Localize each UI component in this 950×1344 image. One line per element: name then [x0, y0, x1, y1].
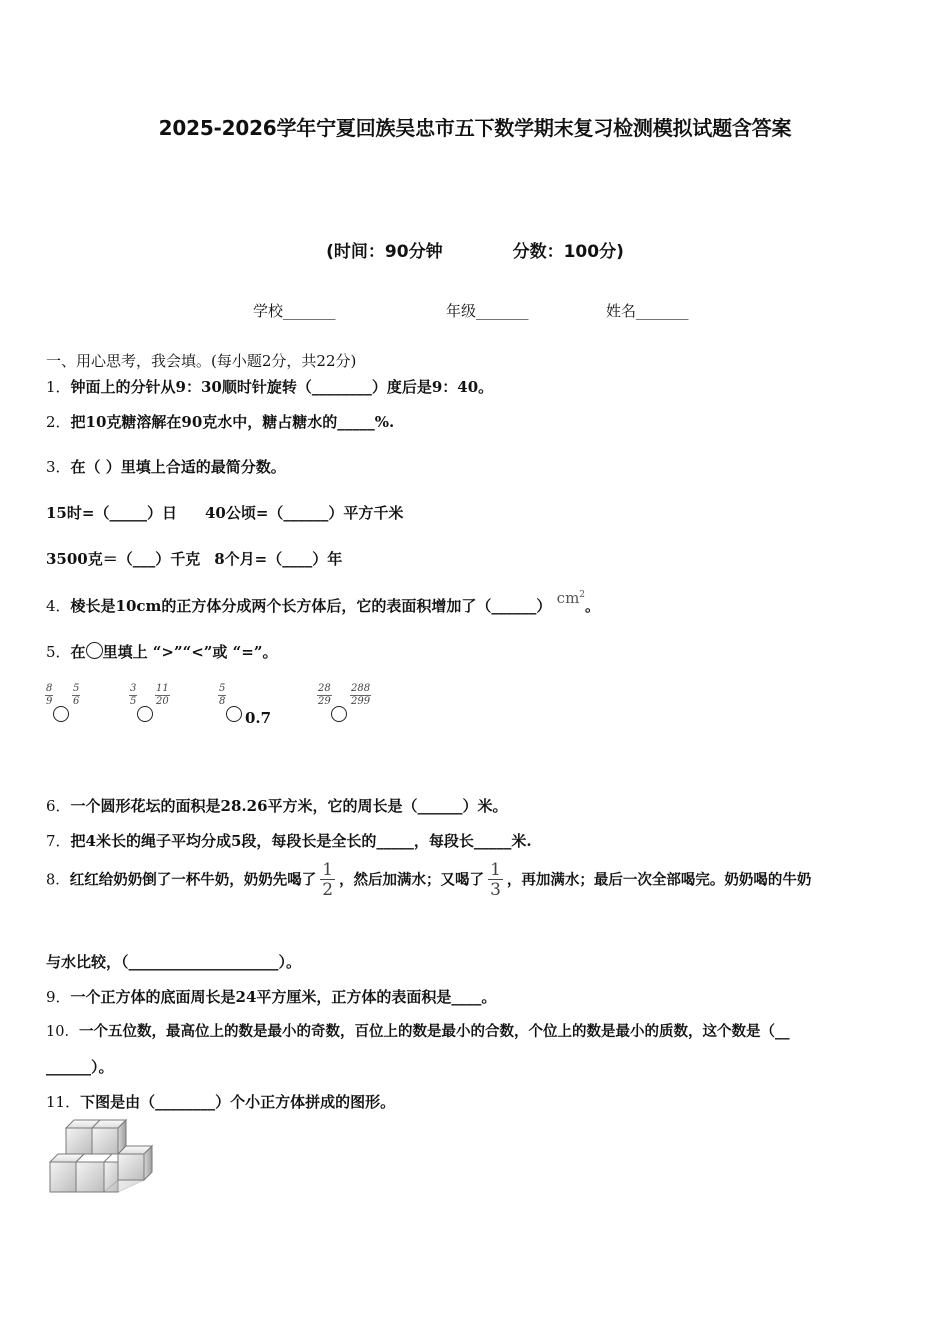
question-text: 把4米长的绳子平均分成5段，每段长是全长的_____，每段长_____米. — [70, 832, 532, 850]
question-10 — [46, 1020, 789, 1041]
question-text: 一个圆形花坛的面积是28.26平方米，它的周长是（______）米。 — [70, 797, 508, 815]
question-text: 把10克糖溶解在90克水中，糖占糖水的_____%. — [70, 413, 395, 431]
question-9 — [46, 986, 496, 1007]
circle-icon — [86, 642, 103, 659]
blank-item: 40公顷=（______）平方千米 — [204, 504, 404, 522]
cube — [92, 1128, 118, 1154]
question-text: 一个正方体的底面周长是24平方厘米，正方体的表面积是____。 — [70, 988, 497, 1006]
blank-item: 15时=（_____）日 — [46, 504, 177, 522]
fraction-third: $\frac{1}{3}$ — [490, 860, 501, 900]
question-text: 一个五位数，最高位上的数是最小的奇数，百位上的数是最小的合数，个位上的数是最小的质数，这个数是（__ — [78, 1023, 790, 1040]
fraction-right: $\frac{11}{20}$ — [156, 683, 169, 707]
fraction-left: $\frac{28}{29}$ — [318, 683, 331, 707]
question-1 — [46, 376, 493, 397]
school-field[interactable]: 学校_______ — [253, 302, 336, 320]
time-limit: (时间：90分钟 — [326, 242, 443, 262]
grade-field[interactable]: 年级_______ — [446, 302, 529, 320]
question-number: 1． — [46, 378, 71, 396]
question-11 — [46, 1091, 395, 1112]
cube — [118, 1154, 144, 1180]
question-3-line-2 — [46, 548, 342, 569]
page-title: 2025-2026学年宁夏回族吴忠市五下数学期末复习检测模拟试题含答案 — [158, 116, 792, 140]
question-number: 6． — [46, 797, 71, 815]
total-score: 分数：100分) — [512, 242, 624, 262]
question-number: 7． — [46, 832, 71, 850]
question-8: 8．红红给奶奶倒了一杯牛奶，奶奶先喝了 $\frac{1}{2}$ ，然后加满水；又喝了 $\frac{1}{3}$ ，再加满水；最后一次全部喝完。奶奶喝的牛奶 — [46, 860, 812, 900]
question-number: 11． — [46, 1093, 81, 1111]
blank-item: 3500克＝（___）千克 — [46, 550, 201, 568]
question-text: 在（ ）里填上合适的最简分数。 — [70, 458, 286, 476]
cube — [50, 1154, 84, 1162]
question-text: 下图是由（________）个小正方体拼成的图形。 — [80, 1093, 396, 1111]
question-8-line-2: 与水比较，（____________________）。 — [46, 953, 302, 971]
cube — [50, 1162, 76, 1192]
question-4: 4．棱长是10cm的正方体分成两个长方体后，它的表面积增加了（______） $cm^2$。 — [46, 589, 601, 615]
question-number: 4． — [46, 597, 71, 615]
exam-meta — [0, 237, 950, 262]
cube-figure — [48, 1118, 158, 1198]
question-10-line-2: ______）。 — [46, 1058, 114, 1076]
question-2 — [46, 411, 394, 432]
blank-item: 8个月=（____）年 — [214, 550, 343, 568]
question-3-line-1 — [46, 502, 403, 523]
section-heading: 一、用心思考，我会填。(每小题2分，共22分) — [46, 352, 357, 370]
cube — [66, 1128, 92, 1154]
fraction-left: $\frac{5}{8}$ — [219, 683, 226, 707]
question-3 — [46, 456, 286, 477]
question-number: 9． — [46, 988, 71, 1006]
fraction-left: $\frac{8}{9}$ — [46, 683, 53, 707]
fraction-left: $\frac{3}{5}$ — [130, 683, 137, 707]
fraction-right: $\frac{5}{6}$ — [73, 683, 80, 707]
compare-circle[interactable] — [331, 706, 347, 722]
question-number: 8． — [46, 872, 70, 889]
question-7 — [46, 830, 532, 851]
question-text: 棱长是10cm的正方体分成两个长方体后，它的表面积增加了（______） — [70, 597, 552, 615]
compare-circle[interactable] — [226, 706, 242, 722]
question-5: 5．在 里填上 “>”“<”或 “=”。 — [46, 643, 278, 661]
name-field[interactable]: 姓名_______ — [606, 302, 689, 320]
compare-circle[interactable] — [137, 706, 153, 722]
question-number: 5． — [46, 643, 71, 661]
question-6 — [46, 795, 508, 816]
fraction-right: $\frac{288}{299}$ — [351, 683, 371, 707]
decimal-value: 0.7 — [245, 709, 272, 727]
fraction-half: $\frac{1}{2}$ — [322, 860, 334, 900]
compare-circle[interactable] — [53, 706, 69, 722]
question-number: 10． — [46, 1024, 79, 1040]
cube — [76, 1162, 104, 1192]
unit-cm2: $cm^2$ — [556, 589, 586, 607]
question-text: 钟面上的分针从9：30顺时针旋转（________）度后是9：40。 — [70, 378, 494, 396]
question-number: 3． — [46, 458, 71, 476]
question-number: 2． — [46, 413, 71, 431]
